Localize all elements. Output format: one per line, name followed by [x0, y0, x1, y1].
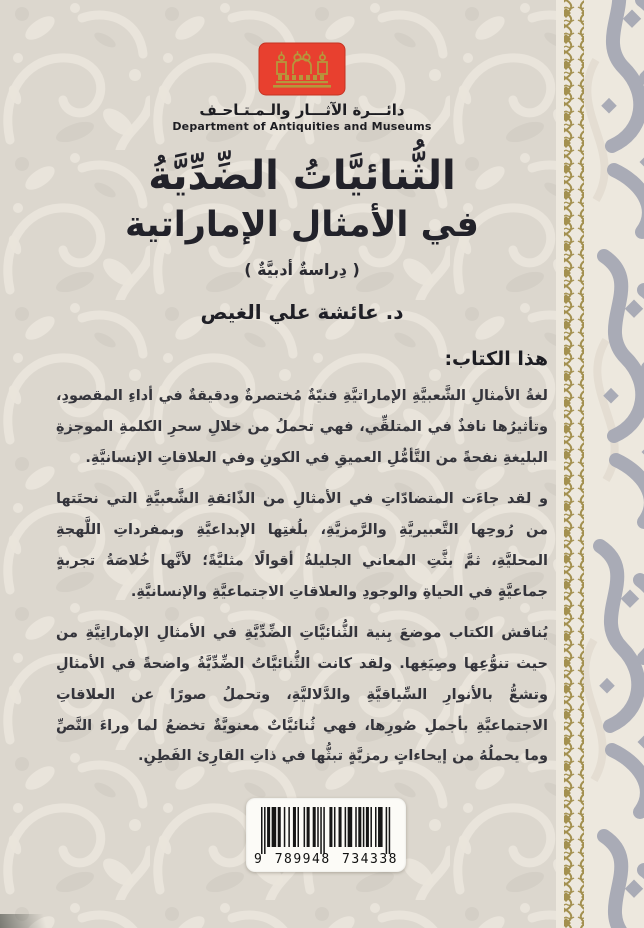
gold-chain-ornament-icon [564, 0, 584, 928]
about-heading: هذا الكتاب: [444, 348, 548, 371]
about-section [56, 348, 548, 772]
decorative-side-band [556, 0, 644, 928]
isbn-group2: 734338 [342, 852, 398, 867]
about-paragraph-1: لغةُ الأمثالِ الشَّعبيَّةِ الإماراتيَّةِ فنيّةٌ مُختصرةٌ ودقيقةٌ في أداءِ المقصودِ، وتأثيرُها نافذٌ في المتلقِّي، فهي تحملُ من خلالِ سحرِ الكلمةِ الموجزةِ البليغةِ نفحةً من التَّأمُّلِ العميقِ في الكونِ وفي العلاقاتِ الإنسانيَّةِ. [56, 388, 548, 466]
author-name: د. عائشة علي الغيص [200, 300, 404, 325]
department-name-english: Department of Antiquities and Museums [172, 120, 432, 133]
book-title-line2: في الأمثال الإماراتية [125, 205, 479, 245]
book-subtitle: ( دِراسةٌ أدبيَّةٌ ) [244, 260, 360, 280]
department-name-arabic: دائـــرة الآثـــار والـمـتـاحـف [199, 101, 405, 119]
book-title-line1: الثُّنائيَّاتُ الضِّدِّيَّةُ [148, 153, 456, 199]
isbn-prefix: 9 [254, 852, 264, 867]
isbn-group1: 789948 [274, 852, 331, 867]
isbn-digits [246, 852, 406, 867]
department-crown-logo [258, 42, 346, 96]
barcode-bars-icon [259, 805, 393, 857]
isbn-barcode-label [246, 798, 406, 872]
about-paragraph-3: يُناقش الكتاب موضعَ بِنية الثُّنائيَّاتِ الضِّدِّيَّةِ في الأمثالِ الإماراتِيَّةِ من حيث تنوُّعِها وصِيَغِها. ولقد كانت الثُّنائيَّاتُ الضِّدِّيَّةُ واضحةً في الأمثالِ وتشعُّ بالأنوارِ السِّياقيَّةِ والدَّلاليَّةِ، وتحملُ صورًا عن العلاقاتِ الاجتماعيَّةِ بأجملِ صُورِها، فهي ثُنائيَّاتٌ معنويَّةٌ تخضعُ لما وراءَ النَّصِّ وما يحملُهُ من إيحاءاتٍ رمزيَّةٍ تبثُّها في ذاتِ القارِئ الفَطِنِ. [56, 625, 548, 765]
cover-content [56, 0, 548, 772]
about-paragraph-2: و لقد جاءَت المتضادّاتِ في الأمثالِ من الذّائقةِ الشَّعبيَّةِ التي نحتَتها من رُوحِها التَّعبيريَّةِ والرَّمزيَّةِ، بلُغتِها الإبداعيَّةِ وبمفرداتِ اللَّهجةِ المحليَّةِ، ثمَّ بثَّتِ المعاني الجليلةُ أقوالًا مثليَّةً؛ لأنَّها خُلاصَةُ تجربةٍ جماعيَّةٍ في الحياةِ والوجودِ والعلاقاتِ الاجتماعيَّةِ والإنسانيَّةِ. [56, 491, 548, 600]
